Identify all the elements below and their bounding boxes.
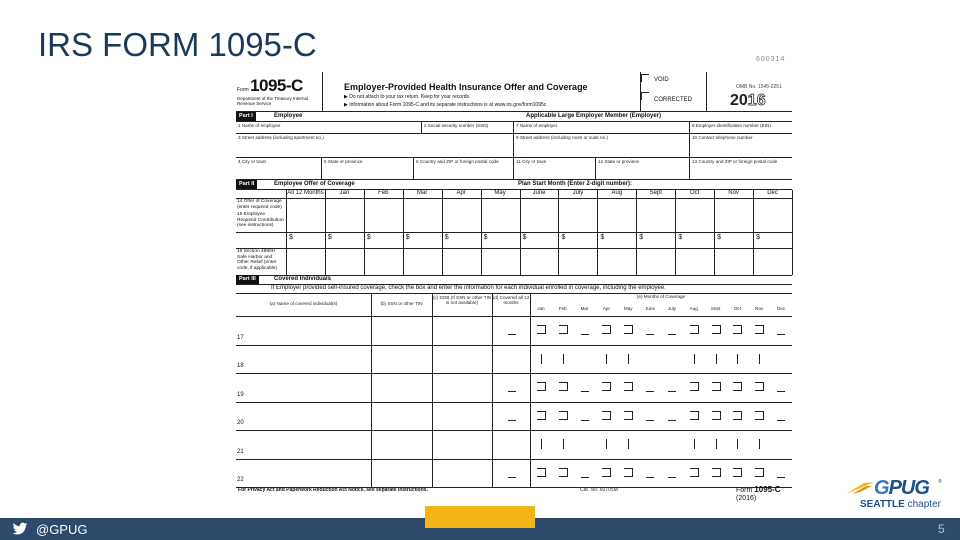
instruction-2: ▶ Information about Form 1095-C and its separate instructions is at www.irs.gov/form1095c xyxy=(344,102,547,108)
grid-line xyxy=(442,190,443,275)
month-checkbox[interactable] xyxy=(737,439,738,449)
month-checkbox[interactable] xyxy=(759,354,760,364)
month-checkbox[interactable] xyxy=(537,411,546,420)
month-checkbox[interactable] xyxy=(581,420,589,421)
dollar-sign: $ xyxy=(561,234,566,241)
month-checkbox[interactable] xyxy=(541,354,542,364)
form-header xyxy=(236,72,792,112)
grid-line xyxy=(492,293,493,487)
privacy-notice: For Privacy Act and Paperwork Reduction Act Notice, see separate instructions. xyxy=(238,487,428,493)
col-header-month: June xyxy=(645,306,656,311)
col-header-month: Aug xyxy=(689,306,698,311)
dollar-sign: $ xyxy=(405,234,410,241)
tax-year xyxy=(730,92,766,110)
part2-month-header: All 12 Months xyxy=(287,190,324,196)
all12-checkbox[interactable] xyxy=(508,391,516,392)
form-number-block xyxy=(237,76,303,96)
logo-word: PUG xyxy=(888,477,929,499)
void-label: VOID xyxy=(654,77,669,83)
month-checkbox[interactable] xyxy=(537,382,546,391)
month-checkbox[interactable] xyxy=(646,391,654,392)
month-checkbox[interactable] xyxy=(733,382,742,391)
col-header-dob: (c) DOB (If SSN or other TIN is not available) xyxy=(432,295,492,306)
month-checkbox[interactable] xyxy=(777,334,785,335)
grid-line xyxy=(432,293,433,487)
part2-month-header: Jan xyxy=(339,190,350,196)
row-number: 21 xyxy=(237,448,244,455)
page-number: 5 xyxy=(938,522,945,536)
part1-field[interactable]: 4 City or town xyxy=(236,158,322,180)
part2-month-header: Feb xyxy=(378,190,389,196)
gpug-seattle-logo xyxy=(844,478,960,512)
divider xyxy=(706,72,707,112)
month-checkbox[interactable] xyxy=(694,439,695,449)
part2-month-header: July xyxy=(572,190,584,196)
all12-checkbox[interactable] xyxy=(508,334,516,335)
row-number: 17 xyxy=(237,334,244,341)
form-word: Form xyxy=(237,87,249,93)
grid-line xyxy=(236,402,792,403)
month-checkbox[interactable] xyxy=(606,439,607,449)
month-checkbox[interactable] xyxy=(733,468,742,477)
form-number: 1095-C xyxy=(250,76,303,95)
month-checkbox[interactable] xyxy=(716,439,717,449)
instruction-1: ▶ Do not attach to your tax return. Keep for your records. xyxy=(344,94,471,100)
col-header-month: Oct xyxy=(733,306,741,311)
grid-line xyxy=(636,190,637,275)
grid-line xyxy=(371,293,372,487)
part3-bar xyxy=(236,275,792,285)
footer-form-word: Form xyxy=(736,487,753,494)
grid-line xyxy=(714,190,715,275)
row-14-label: 14 Offer of Coverage (enter required code) xyxy=(237,199,282,210)
part1-field[interactable]: 3 Street address (including apartment no.) xyxy=(236,134,514,158)
dollar-sign: $ xyxy=(444,234,449,241)
part2-month-header: Dec xyxy=(767,190,778,196)
col-header-month: July xyxy=(667,306,676,311)
row-16-label: 16 Section 4980H Safe Harbor and Other Relief (enter code, if applicable) xyxy=(237,249,277,271)
part1-field[interactable]: 9 Street address (including room or suite no.) xyxy=(514,134,690,158)
col-header-month: Feb xyxy=(558,306,567,311)
logo-chapter: chapter xyxy=(907,499,941,510)
month-checkbox[interactable] xyxy=(712,382,721,391)
part3-label: Part III xyxy=(236,275,259,284)
part2-month-header: Sept xyxy=(649,190,662,196)
month-checkbox[interactable] xyxy=(624,468,633,477)
grid-line xyxy=(481,190,482,275)
month-checkbox[interactable] xyxy=(563,354,564,364)
month-checkbox[interactable] xyxy=(646,477,654,478)
dollar-sign: $ xyxy=(600,234,605,241)
grid-line xyxy=(236,248,792,249)
month-checkbox[interactable] xyxy=(646,420,654,421)
part2-month-header: Apr xyxy=(456,190,466,196)
part1-field[interactable]: 8 Employer identification number (EIN) xyxy=(690,122,792,134)
dollar-sign: $ xyxy=(366,234,371,241)
row-number: 18 xyxy=(237,363,244,369)
part1-label: Part I xyxy=(236,112,256,121)
dollar-sign: $ xyxy=(756,234,760,241)
dollar-sign: $ xyxy=(717,234,722,241)
col-header-month: Jan xyxy=(537,306,545,311)
col-header-month: Sept xyxy=(710,306,721,311)
col-header-month: Nov xyxy=(755,306,764,311)
all12-checkbox[interactable] xyxy=(508,420,516,421)
irs-form-1095c xyxy=(236,72,792,503)
month-checkbox[interactable] xyxy=(563,439,564,449)
part1-field[interactable]: 7 Name of employer xyxy=(514,122,690,134)
grid-line xyxy=(325,190,326,275)
part1-employee-title: Employee xyxy=(274,113,303,119)
month-checkbox[interactable] xyxy=(606,354,607,364)
grid-line xyxy=(675,190,676,275)
month-checkbox[interactable] xyxy=(759,439,760,449)
twitter-icon[interactable] xyxy=(12,521,28,537)
month-checkbox[interactable] xyxy=(690,382,699,391)
grid-line xyxy=(364,190,365,275)
accent-tab xyxy=(425,506,535,528)
month-checkbox[interactable] xyxy=(646,334,654,335)
col-header-name: (a) Name of covered individual(s) xyxy=(269,301,338,306)
month-checkbox[interactable] xyxy=(602,382,611,391)
grid-line xyxy=(753,190,754,275)
month-checkbox[interactable] xyxy=(712,411,721,420)
month-checkbox[interactable] xyxy=(712,468,721,477)
catalog-number-footer: Cat. No. 60705M xyxy=(580,487,618,493)
part1-field[interactable]: 10 Contact telephone number xyxy=(690,134,792,158)
month-checkbox[interactable] xyxy=(541,439,542,449)
dollar-sign: $ xyxy=(483,234,488,241)
part1-employer-title: Applicable Large Employer Member (Employer) xyxy=(526,113,662,119)
month-checkbox[interactable] xyxy=(694,354,695,364)
month-checkbox[interactable] xyxy=(581,334,589,335)
grid-line xyxy=(558,190,559,275)
year-suffix: 16 xyxy=(747,92,766,109)
year-prefix: 20 xyxy=(730,92,748,109)
part2-title: Employee Offer of Coverage xyxy=(274,181,355,187)
dollar-sign: $ xyxy=(522,234,527,241)
row-15-label: 15 Employee Required Contribution (see instructions) xyxy=(237,212,284,229)
month-checkbox[interactable] xyxy=(777,420,785,421)
row-number: 20 xyxy=(237,420,244,426)
month-checkbox[interactable] xyxy=(602,325,611,334)
dollar-sign: $ xyxy=(327,234,332,241)
month-checkbox[interactable] xyxy=(628,439,629,449)
month-checkbox[interactable] xyxy=(737,354,738,364)
month-checkbox[interactable] xyxy=(755,468,764,477)
part1-field[interactable]: 6 Country and ZIP or foreign postal code xyxy=(414,158,514,180)
form-footer-id xyxy=(736,485,792,503)
part1-field[interactable]: 12 State or province xyxy=(596,158,690,180)
plan-start-month: Plan Start Month (Enter 2-digit number): xyxy=(518,181,632,187)
grid-line xyxy=(236,316,792,317)
part2-month-header: Nov xyxy=(728,190,739,196)
grid-line xyxy=(236,232,792,233)
corrected-label: CORRECTED xyxy=(654,97,693,103)
month-checkbox[interactable] xyxy=(716,354,717,364)
footer-form-year: (2016) xyxy=(736,495,757,503)
month-checkbox[interactable] xyxy=(581,391,589,392)
swoosh-icon xyxy=(844,480,876,496)
month-checkbox[interactable] xyxy=(581,477,589,478)
dollar-sign: $ xyxy=(289,234,293,241)
divider xyxy=(322,72,323,112)
grid-line xyxy=(792,190,793,275)
grid-line xyxy=(236,430,792,431)
col-header-month: Mar xyxy=(580,306,589,311)
month-checkbox[interactable] xyxy=(628,354,629,364)
catalog-number: 600314 xyxy=(756,56,786,63)
row-number: 22 xyxy=(237,477,244,483)
row-number: 19 xyxy=(237,391,244,398)
month-checkbox[interactable] xyxy=(668,420,676,421)
grid-line xyxy=(236,459,792,460)
grid-line xyxy=(520,190,521,275)
department: Department of the Treasury Internal Revenue Service xyxy=(237,96,309,107)
month-checkbox[interactable] xyxy=(777,391,785,392)
footer-form-number: 1095-C xyxy=(754,485,781,494)
part3-title: Covered Individuals xyxy=(274,276,332,282)
part2-label: Part II xyxy=(236,180,257,189)
grid-line xyxy=(403,190,404,275)
month-checkbox[interactable] xyxy=(690,468,699,477)
part1-field[interactable]: 1 Name of employee xyxy=(236,122,422,134)
month-checkbox[interactable] xyxy=(624,325,633,334)
month-checkbox[interactable] xyxy=(733,411,742,420)
month-checkbox[interactable] xyxy=(602,411,611,420)
col-header-all12: (d) Covered all 12 months xyxy=(492,295,530,306)
month-checkbox[interactable] xyxy=(602,468,611,477)
logo-trademark: ® xyxy=(938,479,942,485)
part2-month-header: June xyxy=(532,190,546,196)
dollar-sign: $ xyxy=(678,234,683,241)
part2-bar xyxy=(236,180,792,190)
grid-line xyxy=(236,373,792,374)
logo-g: G xyxy=(874,477,889,499)
month-checkbox[interactable] xyxy=(537,325,546,334)
corrected-checkbox[interactable] xyxy=(641,92,649,100)
part2-month-header: Oct xyxy=(690,190,700,196)
part2-month-header: Mar xyxy=(417,190,428,196)
logo-subtitle xyxy=(860,499,941,510)
month-checkbox[interactable] xyxy=(537,468,546,477)
part1-field[interactable]: 13 Country and ZIP or foreign postal code xyxy=(690,158,792,180)
part1-field[interactable]: 5 State or province xyxy=(322,158,414,180)
col-header-months: (e) Months of Coverage xyxy=(636,294,686,299)
month-checkbox[interactable] xyxy=(559,325,568,334)
col-header-month: Apr xyxy=(602,306,610,311)
part1-field[interactable]: 2 Social security number (SSN) xyxy=(422,122,514,134)
month-checkbox[interactable] xyxy=(559,382,568,391)
form-title: Employer-Provided Health Insurance Offer and Coverage xyxy=(344,82,588,92)
month-checkbox[interactable] xyxy=(668,334,676,335)
month-checkbox[interactable] xyxy=(755,411,764,420)
col-header-month: May xyxy=(623,306,633,311)
grid-line xyxy=(530,293,531,487)
col-header-ssn: (b) SSN or other TIN xyxy=(380,301,423,306)
grid-line xyxy=(597,190,598,275)
month-checkbox[interactable] xyxy=(755,325,764,334)
month-checkbox[interactable] xyxy=(690,411,699,420)
all12-checkbox[interactable] xyxy=(508,477,516,478)
month-checkbox[interactable] xyxy=(712,325,721,334)
omb-number: OMB No. 1545-2251 xyxy=(736,84,782,90)
month-checkbox[interactable] xyxy=(755,382,764,391)
grid-line xyxy=(236,345,792,346)
part3-info: If Employer provided self-insured coverage, check the box and enter the information for each individual enrolled in coverage, including the employee. xyxy=(271,285,666,291)
month-checkbox[interactable] xyxy=(559,468,568,477)
month-checkbox[interactable] xyxy=(690,325,699,334)
slide-title: IRS FORM 1095-C xyxy=(38,26,317,63)
logo-city: SEATTLE xyxy=(860,499,905,510)
month-checkbox[interactable] xyxy=(559,411,568,420)
grid-line xyxy=(236,198,792,199)
month-checkbox[interactable] xyxy=(777,477,785,478)
dollar-sign: $ xyxy=(639,234,644,241)
month-checkbox[interactable] xyxy=(668,391,676,392)
part2-month-header: May xyxy=(494,190,506,196)
part1-bar xyxy=(236,112,792,122)
part2-month-header: Aug xyxy=(611,190,623,196)
col-header-month: Dec xyxy=(776,306,786,311)
month-checkbox[interactable] xyxy=(668,477,676,478)
month-checkbox[interactable] xyxy=(733,325,742,334)
part1-field[interactable]: 11 City or town xyxy=(514,158,596,180)
void-checkbox[interactable] xyxy=(641,74,649,82)
month-checkbox[interactable] xyxy=(624,382,633,391)
month-checkbox[interactable] xyxy=(624,411,633,420)
twitter-handle[interactable]: @GPUG xyxy=(36,522,88,537)
grid-line xyxy=(286,190,287,275)
logo-wordmark xyxy=(874,477,929,500)
